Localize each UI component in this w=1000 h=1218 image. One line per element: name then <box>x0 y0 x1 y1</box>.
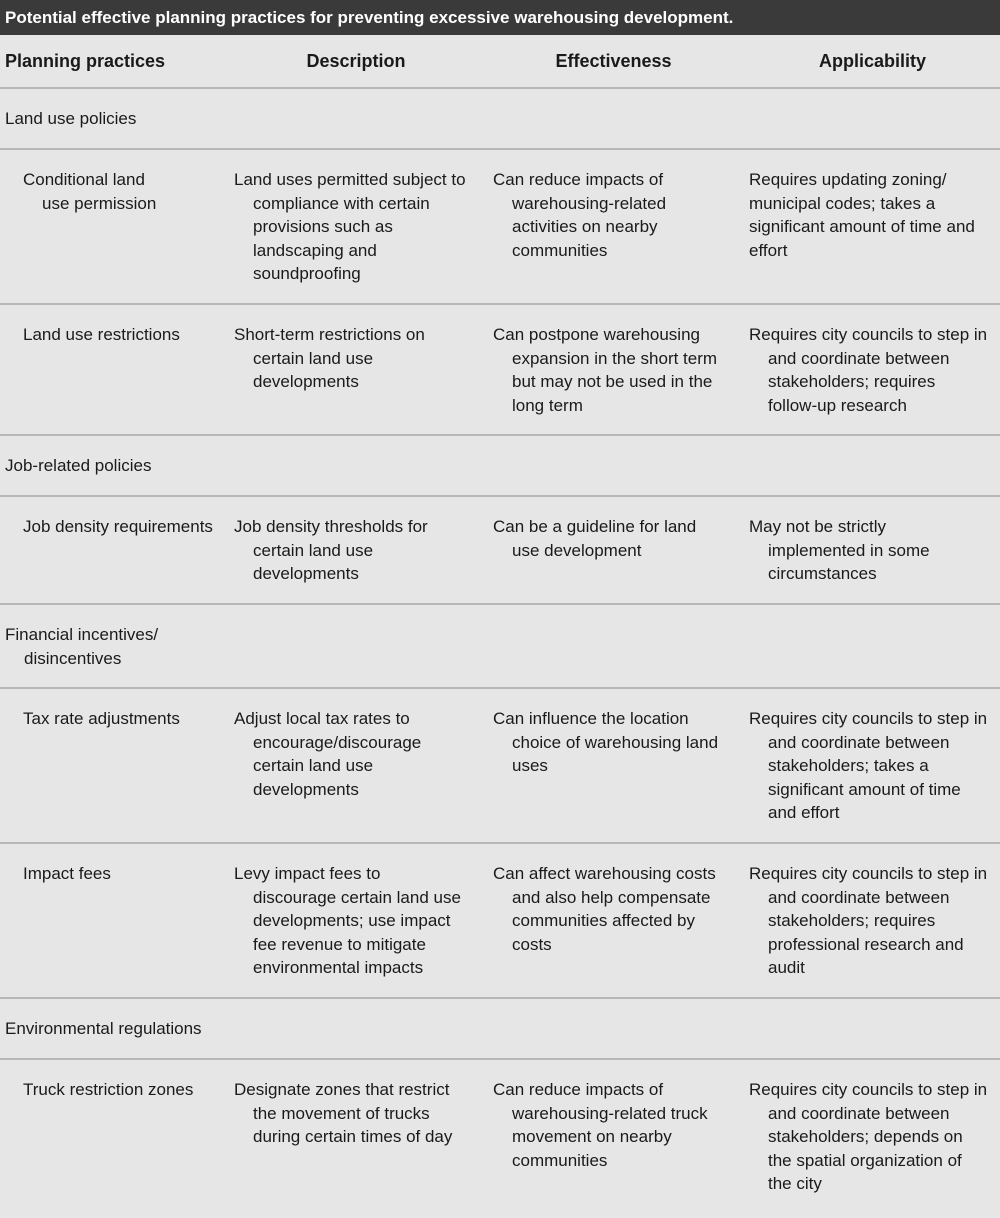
header-applicability: Applicability <box>745 35 1000 88</box>
applicability-cell: Requires city councils to step in and coordinate between stakeholders; requires follow-up research <box>749 325 988 415</box>
table-row <box>0 496 1000 604</box>
table-row <box>0 1059 1000 1218</box>
description-cell: Adjust local tax rates to encourage/discourage certain land use developments <box>234 709 422 799</box>
practice-cell: Job density requirements <box>23 517 213 536</box>
description-cell: Short-term restrictions on certain land use developments <box>234 325 425 391</box>
header-effectiveness: Effectiveness <box>482 35 745 88</box>
description-cell: Job density thresholds for certain land use developments <box>234 517 428 583</box>
effectiveness-cell: Can reduce impacts of warehousing-related truck movement on nearby communities <box>493 1080 708 1170</box>
table-row <box>0 149 1000 304</box>
practice-cell: Impact fees <box>23 864 111 883</box>
applicability-cell: Requires city councils to step in and coordinate between stakeholders; depends on the spatial organization of the city <box>749 1080 988 1193</box>
section-name: Job-related policies <box>5 456 152 475</box>
practice-cell: Truck restriction zones <box>23 1080 194 1099</box>
practice-cell: Land use restrictions <box>23 325 180 344</box>
practice-cell: Conditional land use permission <box>23 170 157 213</box>
section-name: Financial incentives/ disincentives <box>5 625 159 668</box>
description-cell: Levy impact fees to discourage certain land use developments; use impact fee revenue to mitigate environmental impacts <box>234 864 461 977</box>
planning-practices-table <box>0 35 1000 1218</box>
section-row <box>0 604 1000 688</box>
table-title: Potential effective planning practices for preventing excessive warehousing development. <box>0 0 1000 35</box>
section-name: Land use policies <box>5 109 137 128</box>
applicability-cell: May not be strictly implemented in some circumstances <box>749 517 930 583</box>
header-row <box>0 35 1000 88</box>
effectiveness-cell: Can affect warehousing costs and also help compensate communities affected by costs <box>493 864 716 954</box>
table-row <box>0 688 1000 843</box>
table-row <box>0 304 1000 435</box>
applicability-cell: Requires city councils to step in and coordinate between stakeholders; requires professional research and audit <box>749 864 988 977</box>
section-name: Environmental regulations <box>5 1019 202 1038</box>
effectiveness-cell: Can postpone warehousing expansion in the short term but may not be used in the long term <box>493 325 718 415</box>
description-cell: Land uses permitted subject to compliance with certain provisions such as landscaping and soundproofing <box>234 170 466 283</box>
section-row <box>0 998 1000 1059</box>
practice-cell: Tax rate adjustments <box>23 709 180 728</box>
description-cell: Designate zones that restrict the movement of trucks during certain times of day <box>234 1080 453 1146</box>
section-row <box>0 88 1000 149</box>
effectiveness-cell: Can reduce impacts of warehousing-related activities on nearby communities <box>493 170 667 260</box>
effectiveness-cell: Can influence the location choice of warehousing land uses <box>493 709 719 775</box>
effectiveness-cell: Can be a guideline for land use development <box>493 517 697 560</box>
applicability-cell: Requires city councils to step in and coordinate between stakeholders; takes a significant amount of time and effort <box>749 709 988 822</box>
applicability-cell: Requires updating zoning/ municipal codes; takes a significant amount of time and effort <box>749 170 975 260</box>
table-row <box>0 843 1000 998</box>
header-practice: Planning practices <box>0 35 230 88</box>
header-description: Description <box>230 35 482 88</box>
section-row <box>0 435 1000 496</box>
